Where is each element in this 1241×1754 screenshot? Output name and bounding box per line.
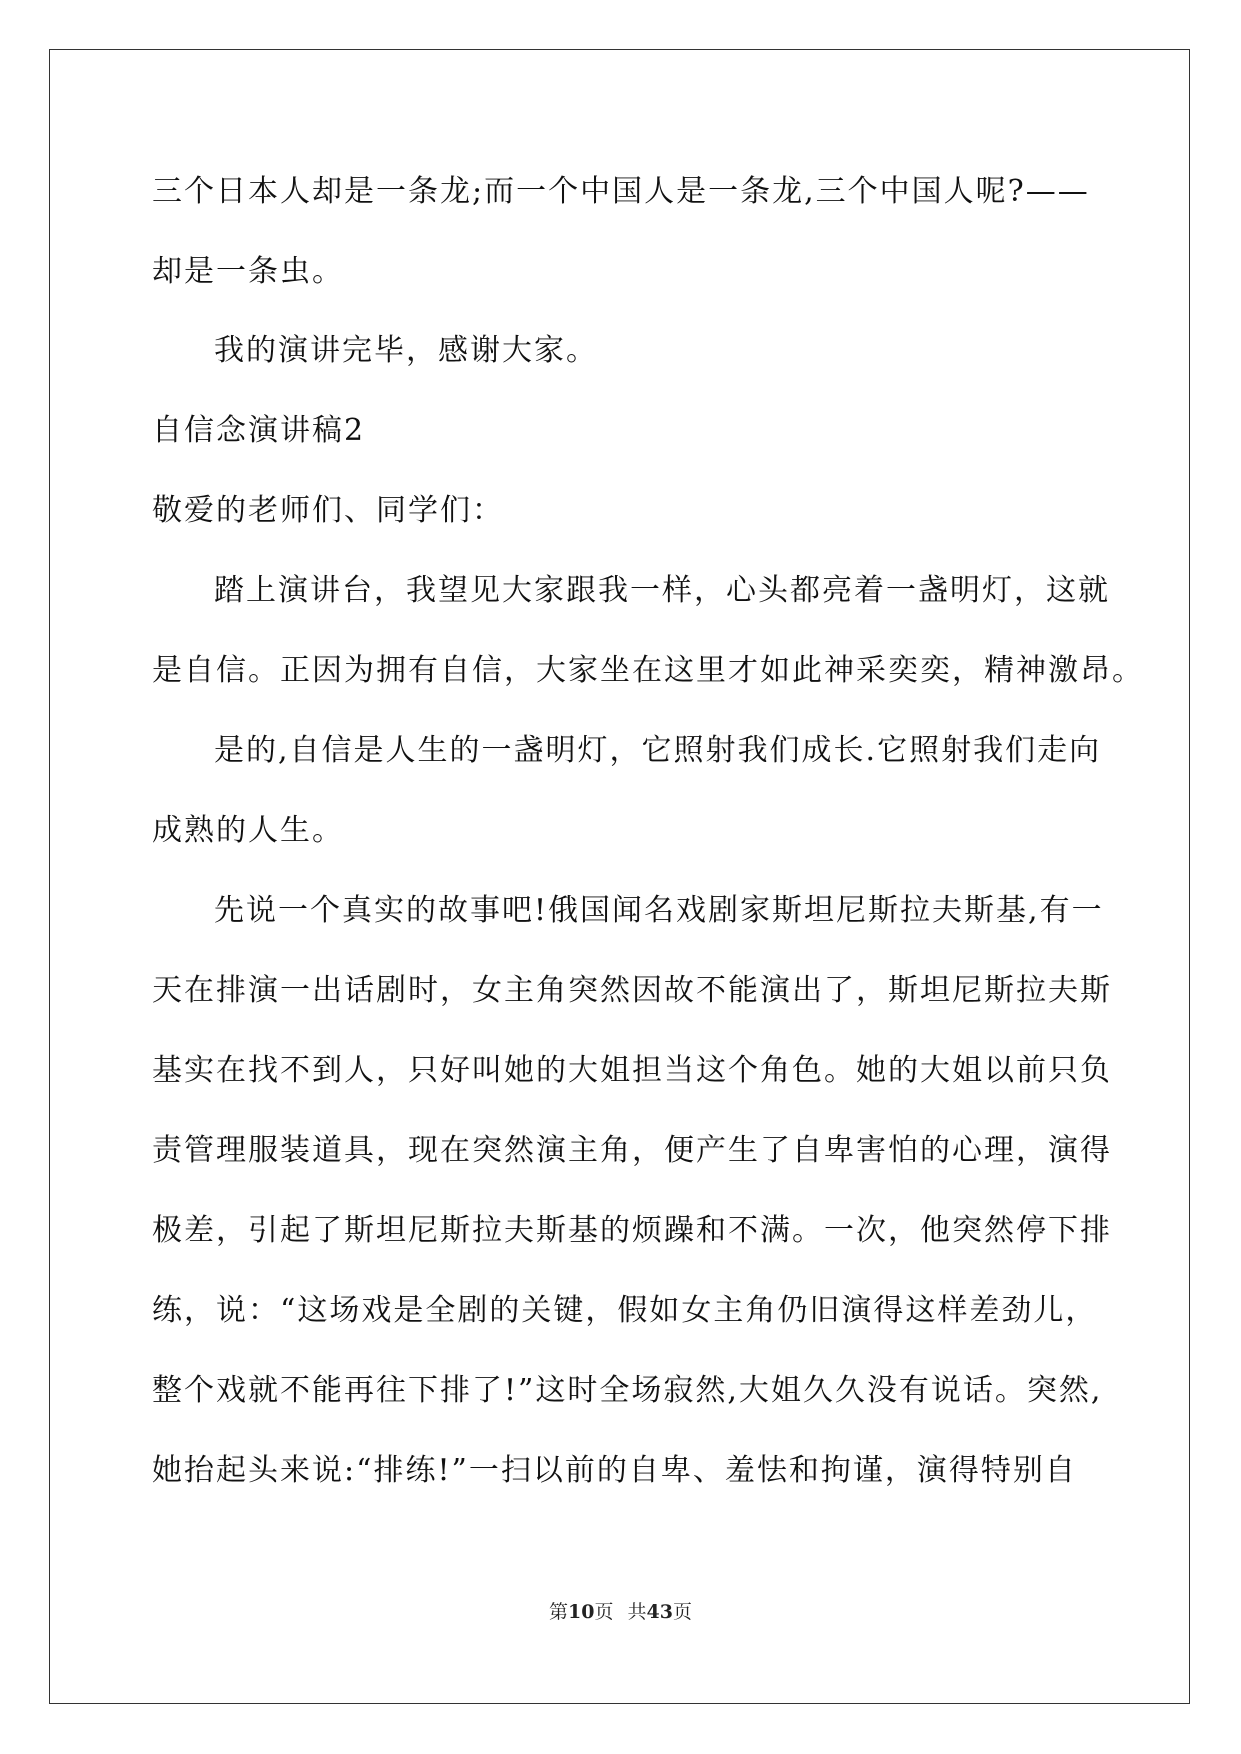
text-line: 我的演讲完毕，感谢大家。 [214, 333, 598, 368]
total-prefix: 共 [627, 1601, 647, 1623]
text-line: 天在排演一出话剧时，女主角突然因故不能演出了，斯坦尼斯拉夫斯 [152, 973, 1112, 1008]
page-suffix: 页 [594, 1601, 614, 1623]
text-line: 极差，引起了斯坦尼斯拉夫斯基的烦躁和不满。一次，他突然停下排 [152, 1213, 1112, 1248]
text-line: 整个戏就不能再往下排了!”这时全场寂然,大姐久久没有说话。突然, [152, 1373, 1103, 1408]
salutation: 敬爱的老师们、同学们： [152, 493, 504, 528]
text-line: 成熟的人生。 [152, 813, 344, 848]
text-line: 基实在找不到人，只好叫她的大姐担当这个角色。她的大姐以前只负 [152, 1053, 1112, 1088]
text-line: 是自信。正因为拥有自信，大家坐在这里才如此神采奕奕，精神激昂。 [152, 653, 1144, 688]
text-line: 却是一条虫。 [152, 254, 344, 289]
text-line: 她抬起头来说:“排练!”一扫以前的自卑、羞怯和拘谨，演得特别自 [152, 1453, 1077, 1488]
page-prefix: 第 [549, 1601, 569, 1623]
total-suffix: 页 [672, 1601, 692, 1623]
page-footer [0, 1600, 1241, 1624]
text-line: 责管理服装道具，现在突然演主角，便产生了自卑害怕的心理，演得 [152, 1133, 1112, 1168]
text-line: 是的,自信是人生的一盏明灯，它照射我们成长.它照射我们走向 [214, 733, 1102, 768]
page-number: 10 [568, 1601, 595, 1623]
section-heading: 自信念演讲稿2 [152, 413, 366, 448]
text-line: 练，说：“这场戏是全剧的关键，假如女主角仍旧演得这样差劲儿， [152, 1293, 1098, 1328]
text-line: 先说一个真实的故事吧!俄国闻名戏剧家斯坦尼斯拉夫斯基,有一 [214, 893, 1104, 928]
text-line: 三个日本人却是一条龙;而一个中国人是一条龙,三个中国人呢?—— [152, 174, 1090, 209]
page-total: 43 [646, 1601, 673, 1623]
text-line: 踏上演讲台，我望见大家跟我一样，心头都亮着一盏明灯，这就 [214, 573, 1110, 608]
